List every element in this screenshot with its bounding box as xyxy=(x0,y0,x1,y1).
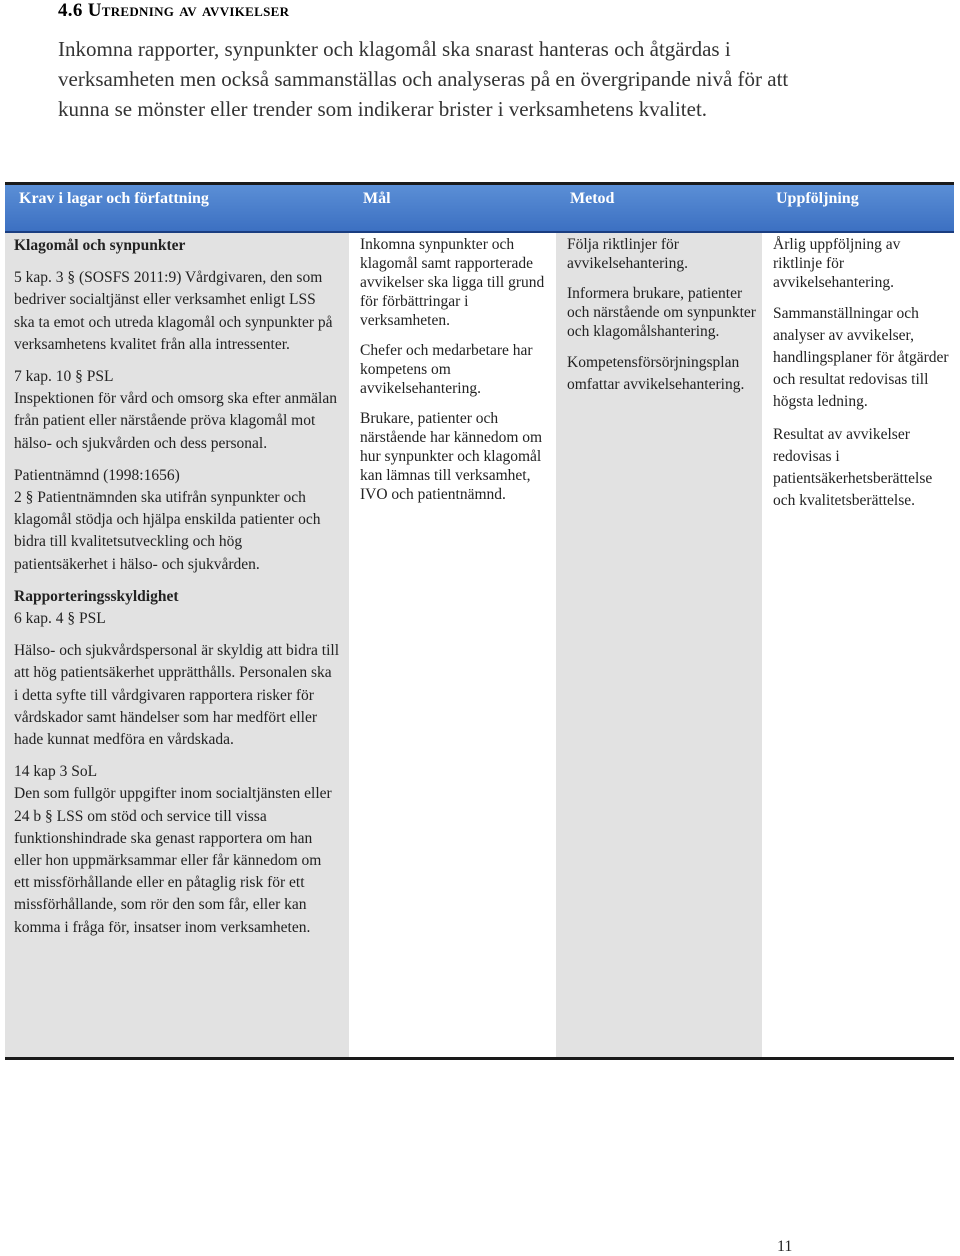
header-mal: Mål xyxy=(363,190,391,207)
cell-paragraph: Informera brukare, patienter och närstående om synpunkter och klagomålshantering. xyxy=(567,285,756,340)
cell-metod xyxy=(556,233,762,1057)
header-uppfoljning: Uppföljning xyxy=(776,190,859,207)
section-title: Utredning av avvikelser xyxy=(87,0,290,21)
intro-paragraph: Inkomna rapporter, synpunkter och klagomål ska snarast hanteras och åtgärdas i verksamheten men också sammanställas och analyseras på en övergripande nivå för att kunna se mönster eller trender som indikerar brister i verksamhetens kvalitet. xyxy=(58,37,789,121)
cell-krav xyxy=(5,233,349,1057)
cell-paragraph: Chefer och medarbetare har kompetens om avvikelsehantering. xyxy=(360,342,533,397)
cell-paragraph: 5 kap. 3 § (SOSFS 2011:9) Vårdgivaren, den som bedriver socialtjänst eller verksamhet enligt LSS ska ta emot och utreda klagomål och synpunkter på verksamhetens kvalitet från alla intressenter. xyxy=(14,269,333,353)
cell-paragraph: 6 kap. 4 § PSL xyxy=(14,610,106,628)
cell-uppfoljning xyxy=(762,233,954,1057)
cell-paragraph: Kompetensförsörjningsplan omfattar avvikelsehantering. xyxy=(567,354,745,393)
cell-paragraph: Sammanställningar och analyser av avvikelser, handlingsplaner för åtgärder och resultat redovisas till högsta ledning. xyxy=(773,305,949,410)
page-number: 11 xyxy=(777,1238,793,1255)
cell-paragraph: Resultat av avvikelser redovisas i patientsäkerhetsberättelse och kvalitetsberättelse. xyxy=(773,426,933,509)
header-metod: Metod xyxy=(570,190,615,207)
cell-paragraph: Patientnämnd (1998:1656) xyxy=(14,466,180,484)
cell-paragraph: 7 kap. 10 § PSL xyxy=(14,368,114,386)
cell-paragraph: Inspektionen för vård och omsorg ska efter anmälan från patient eller närstående pröva klagomål mot hälso- och sjukvården och dess personal. xyxy=(14,390,337,452)
section-heading xyxy=(58,0,289,22)
cell-paragraph: 14 kap 3 SoL xyxy=(14,763,98,781)
cell-paragraph: Följa riktlinjer för avvikelsehantering. xyxy=(567,236,688,272)
cell-paragraph: Hälso- och sjukvårdspersonal är skyldig att bidra till att hög patientsäkerhet upprätthålls. Personalen ska i detta syfte till vårdgivaren rapportera risker för vårdskador samt händelser som har medfört eller hade kunnat medföra en vårdskada. xyxy=(14,642,340,749)
requirements-table xyxy=(5,182,954,1060)
cell-paragraph: Brukare, patienter och närstående har kännedom om hur synpunkter och klagomål kan lämnas till verksamhet, IVO och patientnämnd. xyxy=(360,410,543,503)
cell-title-klagomal: Klagomål och synpunkter xyxy=(14,237,186,254)
table-body-row xyxy=(5,233,954,1057)
cell-mal xyxy=(349,233,556,1057)
cell-paragraph: Inkomna synpunkter och klagomål samt rapporterade avvikelser ska ligga till grund för förbättringar i verksamheten. xyxy=(360,236,545,329)
table-header-row xyxy=(5,182,954,233)
cell-paragraph: 2 § Patientnämnden ska utifrån synpunkter och klagomål stödja och hjälpa enskilda patienter och bidra till kvalitetsutveckling och hög patientsäkerhet i hälso- och sjukvården. xyxy=(14,489,321,573)
header-krav: Krav i lagar och författning xyxy=(19,190,209,207)
cell-title-rapportering: Rapporteringsskyldighet xyxy=(14,587,179,605)
table-bottom-rule xyxy=(5,1057,954,1060)
cell-paragraph: Årlig uppföljning av riktlinje för avvikelsehantering. xyxy=(773,236,901,291)
cell-paragraph: Den som fullgör uppgifter inom socialtjänsten eller 24 b § LSS om stöd och service till vissa funktionshindrade ska genast rapportera om han eller hon uppmärksammar eller får kännedom om ett missförhållande eller en påtaglig risk för ett missförhållande, som rör den som får, eller kan komma i fråga för, insatser inom verksamheten. xyxy=(14,785,332,936)
section-number: 4.6 xyxy=(58,0,83,21)
